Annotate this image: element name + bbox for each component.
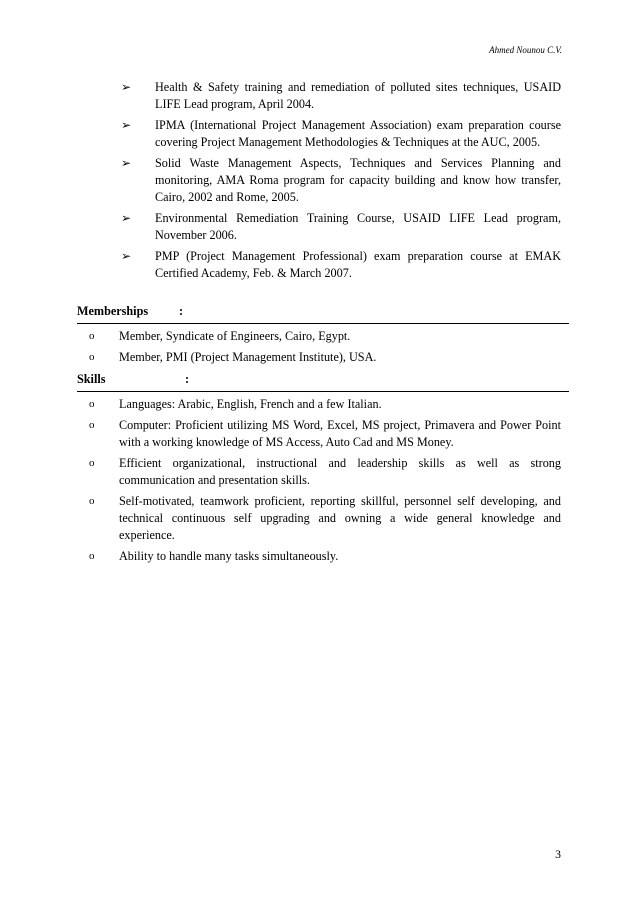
memberships-list xyxy=(77,328,561,366)
skills-title: Skills xyxy=(77,372,106,386)
skill-text: Self-motivated, teamwork proficient, reporting skillful, personnel self developing, and technical continuous self upgrading and owning a wide general knowledge and experience. xyxy=(119,494,561,542)
arrow-bullet-icon: ➢ xyxy=(121,156,132,170)
training-text: Solid Waste Management Aspects, Techniques and Services Planning and monitoring, AMA Roma program for capacity building and know how transfer, Cairo, 2002 and Rome, 2005. xyxy=(155,156,561,204)
training-text: Environmental Remediation Training Course, USAID LIFE Lead program, November 2006. xyxy=(155,211,561,242)
training-text: PMP (Project Management Professional) exam preparation course at EMAK Certified Academy, Feb. & March 2007. xyxy=(155,249,561,280)
training-item xyxy=(121,210,561,244)
circle-bullet-icon: o xyxy=(89,495,95,507)
circle-bullet-icon: o xyxy=(89,351,95,363)
membership-text: Member, Syndicate of Engineers, Cairo, Egypt. xyxy=(119,329,351,343)
training-item xyxy=(121,155,561,206)
arrow-bullet-icon: ➢ xyxy=(121,249,132,263)
circle-bullet-icon: o xyxy=(89,398,95,410)
skill-text: Ability to handle many tasks simultaneously. xyxy=(119,549,339,563)
skills-colon: : xyxy=(185,372,190,386)
circle-bullet-icon: o xyxy=(89,457,95,469)
memberships-title: Memberships xyxy=(77,304,149,318)
arrow-bullet-icon: ➢ xyxy=(121,80,132,94)
arrow-bullet-icon: ➢ xyxy=(121,118,132,132)
training-item xyxy=(121,248,561,282)
skill-text: Efficient organizational, instructional and leadership skills as well as strong communication and presentation skills. xyxy=(119,456,561,487)
circle-bullet-icon: o xyxy=(89,419,95,431)
training-text: Health & Safety training and remediation of polluted sites techniques, USAID LIFE Lead program, April 2004. xyxy=(155,80,561,111)
training-item xyxy=(121,117,561,151)
skills-section xyxy=(77,372,569,569)
list-item xyxy=(81,396,561,413)
list-item xyxy=(81,548,561,565)
list-item xyxy=(81,328,561,345)
circle-bullet-icon: o xyxy=(89,550,95,562)
memberships-section xyxy=(77,304,569,370)
skill-text: Languages: Arabic, English, French and a few Italian. xyxy=(119,397,382,411)
arrow-bullet-icon: ➢ xyxy=(121,211,132,225)
memberships-colon: : xyxy=(179,304,184,318)
list-item xyxy=(81,455,561,489)
skills-list xyxy=(77,396,561,565)
training-text: IPMA (International Project Management Association) exam preparation course covering Project Management Methodologies & Techniques at the AUC, 2005. xyxy=(155,118,561,149)
skills-heading xyxy=(77,372,569,392)
circle-bullet-icon: o xyxy=(89,330,95,342)
page-header: Ahmed Nounou C.V. xyxy=(489,45,562,55)
training-list xyxy=(121,79,561,286)
page-number: 3 xyxy=(555,847,561,861)
list-item xyxy=(81,417,561,451)
skill-text: Computer: Proficient utilizing MS Word, Excel, MS project, Primavera and Power Point with a working knowledge of MS Access, Auto Cad and MS Money. xyxy=(119,418,561,449)
memberships-heading xyxy=(77,304,569,324)
list-item xyxy=(81,493,561,544)
membership-text: Member, PMI (Project Management Institute), USA. xyxy=(119,350,377,364)
training-item xyxy=(121,79,561,113)
list-item xyxy=(81,349,561,366)
